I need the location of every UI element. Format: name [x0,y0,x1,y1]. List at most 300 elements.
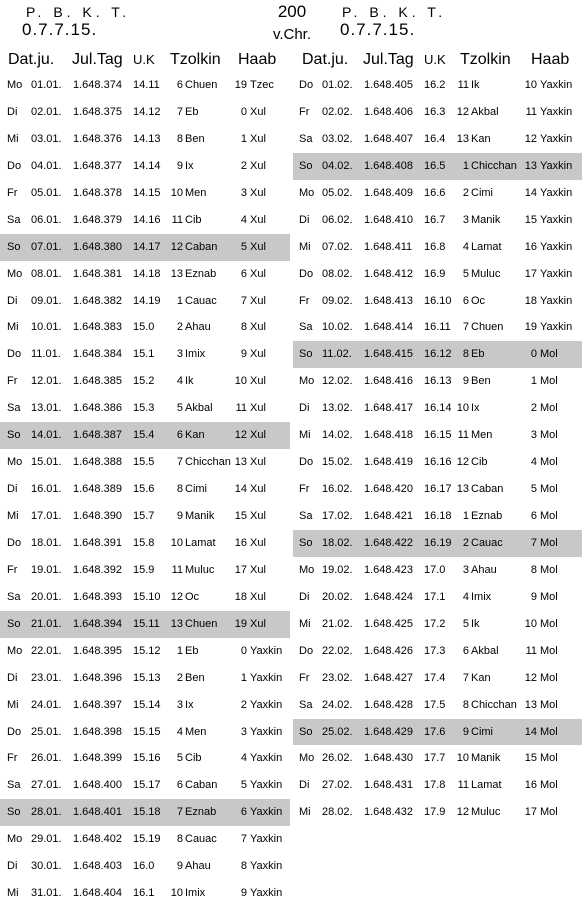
left-table [0,48,290,907]
cell-haab-number: 15 [524,213,537,226]
cell-julian-day: 1.648.394 [73,617,122,630]
table-row [0,476,290,503]
table-row [293,341,582,368]
cell-tzolkin-name: Muluc [471,267,501,280]
cell-date: 28.02. [322,806,353,819]
table-row [0,234,290,261]
table-row [0,422,290,449]
cell-haab-name: Xul [250,105,266,118]
cell-tzolkin-name: Muluc [471,806,501,819]
cell-tzolkin-number: 10 [170,186,183,199]
cell-tzolkin-number: 4 [176,375,183,388]
cell-julian-day: 1.648.381 [73,267,122,280]
cell-julian-day: 1.648.393 [73,590,122,603]
cell-tzolkin-number: 7 [176,806,183,819]
cell-julian-day: 1.648.413 [364,294,413,307]
cell-julian-day: 1.648.379 [73,213,122,226]
cell-date: 01.02. [322,79,353,91]
cell-tzolkin-number: 12 [456,456,469,469]
cell-weekday: Do [7,348,22,361]
cell-uk: 14.16 [133,213,161,226]
cell-date: 10.01. [31,321,62,334]
cell-tzolkin-name: Ik [185,375,194,388]
cell-uk: 15.12 [133,644,161,657]
cell-uk: 15.2 [133,375,155,388]
right-table [293,48,582,826]
cell-date: 06.01. [31,213,62,226]
table-row [0,745,290,772]
cell-haab-number: 13 [524,159,537,172]
cell-haab-name: Mol [540,698,558,711]
cell-haab-name: Mol [540,644,558,657]
table-row [293,395,582,422]
cell-tzolkin-number: 5 [176,402,183,415]
cell-julian-day: 1.648.388 [73,456,122,469]
table-row [293,665,582,692]
cell-weekday: Mo [299,563,315,576]
table-row [0,126,290,153]
cell-haab-number: 11 [235,402,247,415]
cell-weekday: Sa [7,590,21,603]
cell-julian-day: 1.648.375 [73,105,122,118]
cell-date: 13.02. [322,402,353,415]
cell-tzolkin-number: 4 [462,240,469,253]
cell-uk: 15.5 [133,456,155,469]
cell-tzolkin-name: Chuen [185,617,218,630]
table-row [293,126,582,153]
table-row [0,772,290,799]
cell-tzolkin-number: 3 [176,348,183,361]
cell-haab-number: 16 [524,240,537,253]
cell-julian-day: 1.648.383 [73,321,122,334]
cell-haab-name: Xul [250,590,266,603]
cell-haab-number: 14 [524,725,537,738]
cell-julian-day: 1.648.419 [364,456,413,469]
cell-weekday: So [7,429,21,442]
cell-julian-day: 1.648.422 [364,536,413,549]
header-haab: Haab [531,51,570,68]
cell-tzolkin-name: Manik [471,752,501,765]
cell-uk: 17.2 [424,617,446,630]
cell-julian-day: 1.648.380 [73,240,122,253]
cell-haab-number: 10 [524,79,537,91]
table-row [293,719,582,746]
table-row [0,638,290,665]
cell-haab-number: 12 [234,429,247,442]
cell-haab-number: 12 [524,132,537,145]
cell-julian-day: 1.648.382 [73,294,122,307]
left-table-header [0,48,290,72]
cell-date: 21.01. [31,617,62,630]
cell-julian-day: 1.648.431 [364,779,413,792]
cell-haab-name: Yaxkin [250,671,283,684]
cell-haab-name: Mol [540,348,558,361]
table-row [293,207,582,234]
cell-haab-name: Yaxkin [250,833,283,846]
cell-tzolkin-number: 9 [176,159,183,172]
cell-haab-number: 5 [530,483,537,496]
cell-haab-number: 10 [234,375,247,388]
cell-date: 20.02. [322,590,353,603]
cell-weekday: So [299,725,313,738]
cell-haab-name: Xul [250,375,266,388]
cell-haab-number: 12 [524,671,537,684]
cell-uk: 16.9 [424,267,446,280]
cell-julian-day: 1.648.408 [364,159,413,172]
cell-haab-number: 7 [530,536,537,549]
cell-weekday: Di [7,483,18,496]
cell-haab-name: Xul [250,348,266,361]
cell-tzolkin-name: Oc [185,590,200,603]
cell-uk: 17.6 [424,725,446,738]
cell-uk: 14.11 [133,79,160,91]
cell-haab-name: Xul [250,402,266,415]
cell-haab-number: 6 [240,806,247,819]
cell-uk: 16.13 [424,375,452,388]
cell-tzolkin-number: 11 [171,213,183,226]
cell-tzolkin-name: Kan [185,429,205,442]
cell-weekday: Mi [299,429,311,442]
cell-haab-number: 9 [240,348,247,361]
cell-date: 01.01. [31,79,62,91]
cell-tzolkin-number: 1 [462,510,469,522]
cell-julian-day: 1.648.414 [364,321,413,334]
cell-weekday: Sa [299,698,313,711]
cell-tzolkin-number: 6 [176,429,183,442]
cell-weekday: Mi [7,887,19,900]
table-row [293,153,582,180]
cell-weekday: Mi [299,617,311,630]
cell-haab-number: 8 [530,563,537,576]
cell-haab-name: Xul [250,186,266,199]
cell-haab-name: Mol [540,402,558,415]
cell-julian-day: 1.648.395 [73,644,122,657]
cell-weekday: Fr [299,671,310,684]
cell-uk: 17.1 [424,590,446,603]
cell-haab-number: 2 [530,402,537,415]
cell-date: 11.02. [322,348,352,361]
header-julian-day: Jul.Tag [363,51,414,68]
cell-uk: 16.18 [424,510,452,522]
cell-uk: 16.17 [424,483,452,496]
cell-haab-number: 2 [240,159,247,172]
cell-date: 09.02. [322,294,353,307]
cell-julian-day: 1.648.411 [364,240,413,253]
cell-uk: 15.7 [133,510,155,522]
cell-haab-name: Mol [540,456,558,469]
cell-tzolkin-name: Eb [471,348,485,361]
cell-julian-day: 1.648.391 [73,536,122,549]
cell-haab-number: 14 [524,186,537,199]
cell-date: 25.01. [31,725,62,738]
table-row [0,853,290,880]
cell-julian-day: 1.648.392 [73,563,122,576]
cell-tzolkin-number: 5 [176,752,183,765]
cell-haab-name: Yaxkin [540,159,573,172]
table-row [0,288,290,315]
cell-tzolkin-number: 8 [176,132,183,145]
cell-haab-number: 6 [240,267,247,280]
cell-haab-name: Xul [250,456,266,469]
cell-weekday: Di [7,860,18,873]
cell-tzolkin-number: 8 [462,348,469,361]
cell-weekday: Di [7,105,18,118]
cell-uk: 15.1 [133,348,155,361]
cell-tzolkin-number: 12 [456,806,469,819]
cell-haab-number: 15 [524,752,537,765]
cell-tzolkin-name: Manik [185,510,215,522]
cell-weekday: Mo [7,267,23,280]
cell-haab-number: 0 [240,105,247,118]
cell-weekday: Do [299,79,314,91]
cell-date: 11.01. [31,348,61,361]
table-row [293,314,582,341]
cell-haab-name: Yaxkin [250,752,283,765]
cell-tzolkin-number: 10 [456,752,469,765]
cell-tzolkin-number: 3 [176,698,183,711]
cell-tzolkin-name: Ben [471,375,491,388]
cell-tzolkin-name: Men [471,429,493,442]
table-row [293,692,582,719]
cell-weekday: Fr [299,294,310,307]
cell-weekday: Do [7,536,22,549]
cell-haab-number: 16 [524,779,537,792]
cell-tzolkin-name: Chicchan [471,698,517,711]
cell-weekday: Mi [299,806,311,819]
cell-haab-name: Xul [250,321,266,334]
cell-date: 31.01. [31,887,62,900]
cell-weekday: Do [299,267,314,280]
cell-tzolkin-number: 2 [462,186,469,199]
cell-tzolkin-number: 11 [457,779,469,792]
cell-tzolkin-name: Cauac [185,833,217,846]
cell-tzolkin-name: Cib [471,456,488,469]
cell-weekday: Di [299,213,310,226]
cell-uk: 17.8 [424,779,446,792]
table-row [0,611,290,638]
cell-julian-day: 1.648.418 [364,429,413,442]
cell-tzolkin-name: Cimi [185,483,207,496]
cell-weekday: So [7,617,21,630]
cell-weekday: So [7,806,21,819]
table-row [0,72,290,99]
header-julian-day: Jul.Tag [72,51,123,68]
table-row [293,557,582,584]
cell-uk: 15.17 [133,779,161,792]
table-row [293,449,582,476]
cell-weekday: Do [299,644,314,657]
cell-haab-name: Yaxkin [540,294,573,307]
cell-tzolkin-number: 10 [456,402,469,415]
table-row [293,72,582,99]
left-pbkt-block [22,4,130,40]
cell-tzolkin-number: 2 [176,321,183,334]
cell-julian-day: 1.648.399 [73,752,122,765]
cell-julian-day: 1.648.374 [73,79,122,91]
right-table-body [293,72,582,826]
right-long-count: 0.7.7.15. [340,20,416,39]
cell-julian-day: 1.648.385 [73,375,122,388]
cell-haab-name: Yaxkin [250,887,283,900]
cell-haab-number: 8 [240,321,247,334]
cell-uk: 16.7 [424,213,446,226]
cell-date: 25.02. [322,725,353,738]
cell-date: 22.02. [322,644,353,657]
table-row [293,288,582,315]
cell-tzolkin-number: 1 [462,159,469,172]
cell-haab-name: Mol [540,375,558,388]
cell-haab-name: Xul [250,240,266,253]
table-row [0,153,290,180]
cell-uk: 14.19 [133,294,161,307]
cell-julian-day: 1.648.409 [364,186,413,199]
cell-tzolkin-name: Cauac [185,294,217,307]
cell-weekday: Di [7,294,18,307]
cell-weekday: Mo [299,752,315,765]
cell-julian-day: 1.648.432 [364,806,413,819]
table-row [0,799,290,826]
cell-weekday: Fr [7,186,18,199]
header-tzolkin: Tzolkin [170,51,221,68]
cell-uk: 16.15 [424,429,452,442]
cell-uk: 16.16 [424,456,452,469]
cell-tzolkin-name: Ik [471,79,480,91]
cell-haab-name: Yaxkin [540,132,573,145]
cell-haab-name: Yaxkin [250,698,283,711]
cell-julian-day: 1.648.417 [364,402,413,415]
table-row [0,880,290,907]
cell-uk: 16.6 [424,186,446,199]
cell-weekday: Mi [299,240,311,253]
cell-date: 21.02. [322,617,353,630]
cell-julian-day: 1.648.402 [73,833,122,846]
cell-date: 15.01. [31,456,62,469]
cell-haab-name: Yaxkin [250,779,283,792]
cell-haab-name: Yaxkin [540,267,573,280]
cell-date: 05.01. [31,186,62,199]
table-row [293,180,582,207]
cell-julian-day: 1.648.377 [73,159,122,172]
cell-haab-number: 19 [524,321,537,334]
cell-julian-day: 1.648.387 [73,429,122,442]
cell-tzolkin-number: 9 [176,510,183,522]
cell-tzolkin-name: Eznab [185,806,217,819]
cell-haab-number: 11 [525,105,537,118]
cell-weekday: Sa [299,321,313,334]
cell-tzolkin-number: 12 [170,590,183,603]
cell-haab-number: 17 [234,563,247,576]
cell-date: 12.01. [31,375,62,388]
table-row [293,611,582,638]
cell-tzolkin-name: Men [185,725,207,738]
cell-tzolkin-number: 10 [170,536,183,549]
cell-tzolkin-name: Lamat [471,240,502,253]
cell-haab-number: 14 [234,483,247,496]
cell-julian-day: 1.648.427 [364,671,413,684]
cell-uk: 15.0 [133,321,155,334]
cell-uk: 14.18 [133,267,161,280]
header-date: Dat.ju. [8,51,55,68]
cell-haab-number: 2 [240,698,247,711]
cell-tzolkin-name: Chicchan [471,159,517,172]
cell-tzolkin-number: 3 [462,563,469,576]
cell-haab-name: Yaxkin [250,644,283,657]
cell-julian-day: 1.648.420 [364,483,413,496]
table-row [293,745,582,772]
cell-haab-number: 0 [530,348,537,361]
right-pbkt-block [328,4,446,40]
header-uk: U.K [424,52,446,67]
cell-tzolkin-name: Lamat [185,536,216,549]
cell-julian-day: 1.648.400 [73,779,122,792]
cell-haab-name: Mol [540,671,558,684]
cell-uk: 15.19 [133,833,161,846]
cell-tzolkin-name: Chicchan [185,456,231,469]
cell-julian-day: 1.648.376 [73,132,122,145]
table-row [0,368,290,395]
cell-tzolkin-number: 13 [456,483,469,496]
cell-uk: 14.13 [133,132,161,145]
cell-tzolkin-name: Kan [471,132,491,145]
cell-haab-name: Xul [250,429,266,442]
cell-julian-day: 1.648.412 [364,267,413,280]
cell-haab-name: Yaxkin [250,725,283,738]
table-row [293,799,582,826]
cell-tzolkin-number: 7 [462,321,469,334]
cell-tzolkin-name: Chuen [185,79,218,91]
cell-weekday: Mi [7,698,19,711]
cell-julian-day: 1.648.378 [73,186,122,199]
cell-haab-name: Yaxkin [540,240,573,253]
cell-haab-name: Xul [250,159,266,172]
cell-tzolkin-name: Caban [185,240,218,253]
cell-tzolkin-name: Cauac [471,536,503,549]
cell-date: 16.01. [31,483,62,496]
cell-haab-number: 17 [524,267,537,280]
cell-uk: 15.14 [133,698,161,711]
cell-haab-name: Mol [540,725,558,738]
cell-uk: 15.9 [133,563,155,576]
cell-date: 27.02. [322,779,353,792]
cell-date: 07.02. [322,240,353,253]
cell-julian-day: 1.648.398 [73,725,122,738]
cell-tzolkin-number: 7 [176,456,183,469]
table-row [293,261,582,288]
cell-tzolkin-name: Imix [185,887,206,900]
table-row [0,395,290,422]
cell-weekday: Do [299,456,314,469]
cell-julian-day: 1.648.426 [364,644,413,657]
cell-tzolkin-number: 7 [462,671,469,684]
cell-date: 26.02. [322,752,353,765]
table-row [0,665,290,692]
cell-haab-number: 11 [525,644,537,657]
cell-haab-name: Mol [540,806,558,819]
cell-date: 17.02. [322,510,353,522]
cell-date: 17.01. [31,510,62,522]
table-row [0,261,290,288]
cell-haab-name: Xul [250,132,266,145]
page-title: 200 [277,2,307,21]
cell-date: 02.02. [322,105,353,118]
cell-date: 24.02. [322,698,353,711]
cell-tzolkin-name: Cib [185,752,202,765]
cell-weekday: Mi [7,510,19,522]
table-row [0,503,290,530]
cell-uk: 16.11 [424,321,451,334]
cell-haab-name: Yaxkin [540,213,573,226]
cell-date: 24.01. [31,698,62,711]
